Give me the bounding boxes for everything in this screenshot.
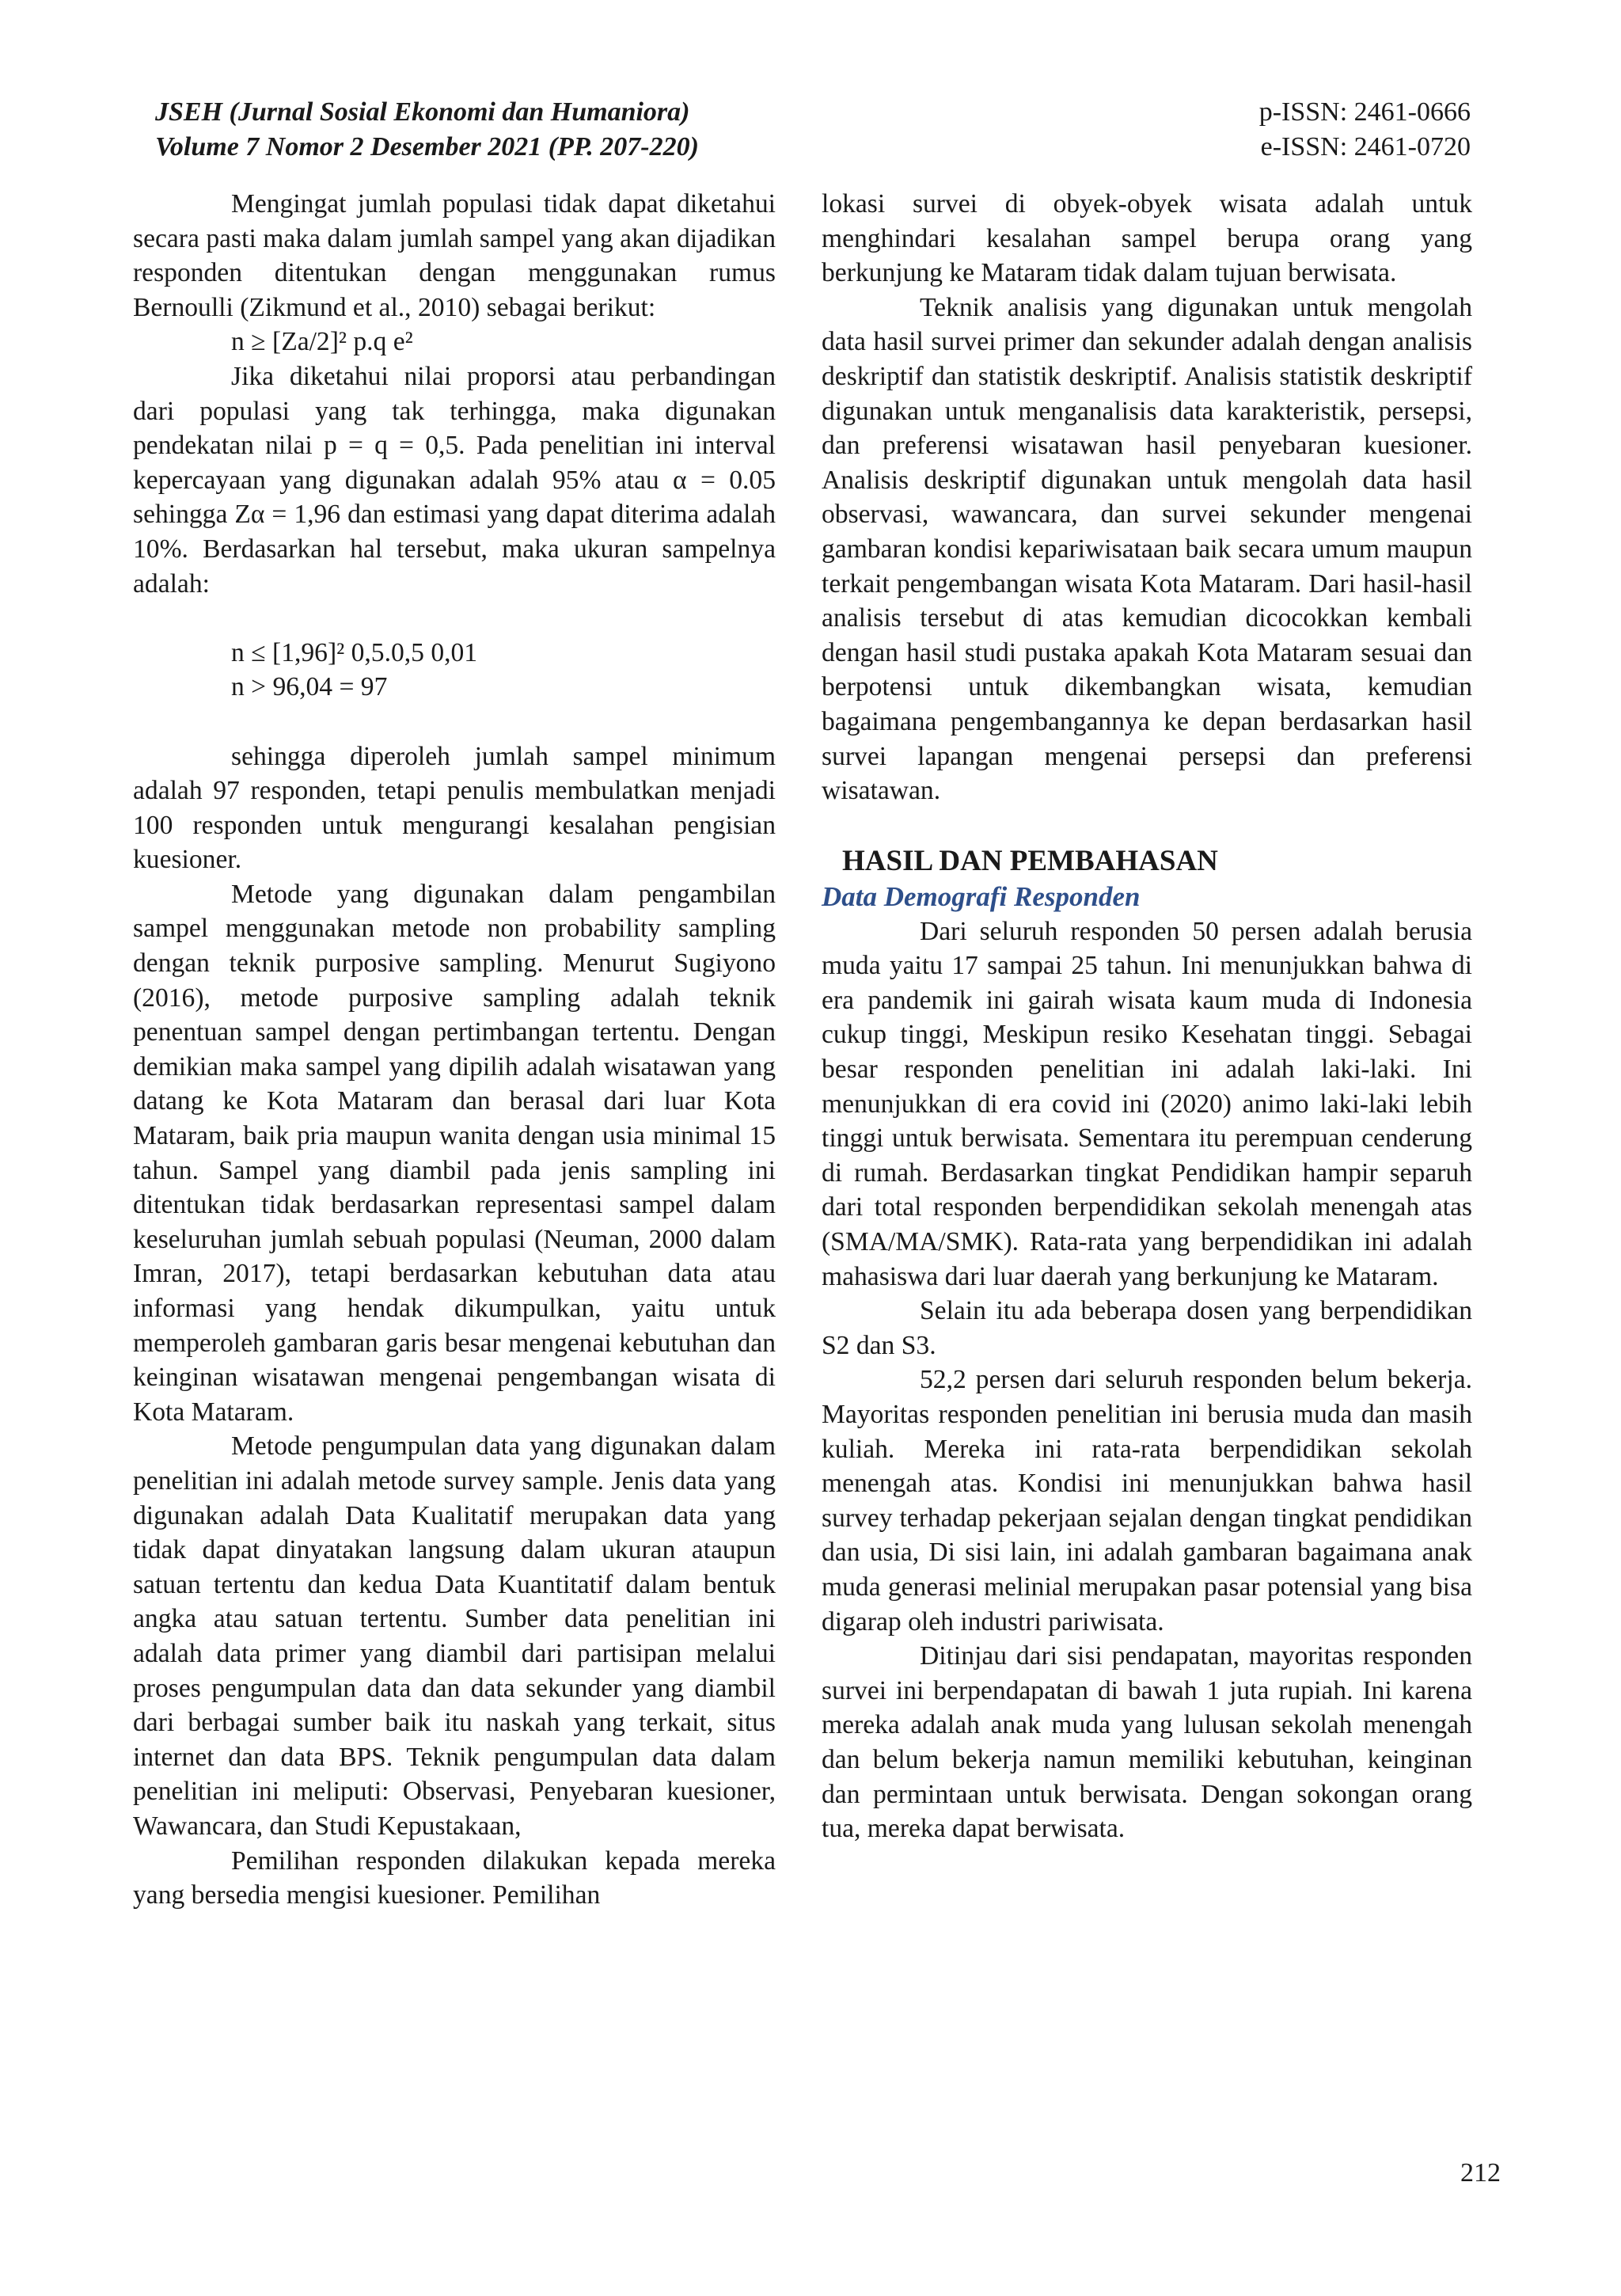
paragraph: Jika diketahui nilai proporsi atau perbandingan dari populasi yang tak terhingga, maka digunakan pendekatan nilai p = q = 0,5. Pada penelitian ini interval kepercayaan yang digunakan adalah 95% atau α = 0.05 sehingga Zα = 1,96 dan estimasi yang dapat diterima adalah 10%. Berdasarkan hal tersebut, maka ukuran sampelnya adalah: <box>133 361 776 599</box>
journal-volume: Volume 7 Nomor 2 Desember 2021 (PP. 207-220) <box>155 132 699 162</box>
paragraph: Pemilihan responden dilakukan kepada mereka yang bersedia mengisi kuesioner. Pemilihan <box>133 1846 776 1910</box>
formula-sample-size: n ≥ [Za/2]² p.q e² <box>231 327 413 357</box>
paragraph: Ditinjau dari sisi pendapatan, mayoritas responden survei ini berpendapatan di bawah 1 juta rupiah. Ini karena mereka adalah anak muda yang lulusan sekolah menengah dan belum bekerja namun memiliki kebutuhan, keinginan dan permintaan untuk berwisata. Dengan sokongan orang tua, mereka dapat berwisata. <box>822 1641 1472 1844</box>
paragraph: Metode yang digunakan dalam pengambilan sampel menggunakan metode non probability sampling dengan teknik purposive sampling. Menurut Sugiyono (2016), metode purposive sampling adalah teknik penentuan sampel dengan pertimbangan tertentu. Dengan demikian maka sampel yang dipilih adalah wisatawan yang datang ke Kota Mataram dan berasal dari luar Kota Mataram, baik pria maupun wanita dengan usia minimal 15 tahun. Sampel yang diambil pada jenis sampling ini ditentukan tidak berdasarkan representasi sampel dalam keseluruhan jumlah sebuah populasi (Neuman, 2000 dalam Imran, 2017), tetapi berdasarkan kebutuhan data atau informasi yang hendak dikumpulkan, yaitu untuk memperoleh gambaran garis besar mengenai kebutuhan dan keinginan wisatawan mengenai pengembangan wisata di Kota Mataram. <box>133 879 776 1427</box>
paragraph: lokasi survei di obyek-obyek wisata adalah untuk menghindari kesalahan sampel berupa orang yang berkunjung ke Mataram tidak dalam tujuan berwisata. <box>822 189 1472 288</box>
subsection-heading: Data Demografi Responden <box>822 880 1141 912</box>
journal-header <box>155 95 699 165</box>
paragraph: Teknik analisis yang digunakan untuk mengolah data hasil survei primer dan sekunder adalah dengan analisis deskriptif dan statistik deskriptif. Analisis statistik deskriptif digunakan untuk menganalisis data karakteristik, persepsi, dan preferensi wisatawan hasil penyebaran kuesioner. Analisis deskriptif digunakan untuk mengolah data hasil observasi, wawancara, dan survei sekunder mengenai gambaran kondisi kepariwisataan baik secara umum maupun terkait pengembangan wisata Kota Mataram. Dari hasil-hasil analisis tersebut di atas kemudian dicocokkan kembali dengan hasil studi pustaka apakah Kota Mataram sesuai dan berpotensi untuk dikembangkan wisata, kemudian bagaimana pengembangannya ke depan berdasarkan hasil survei lapangan mengenai persepsi dan preferensi wisatawan. <box>822 292 1472 806</box>
journal-title: JSEH (Jurnal Sosial Ekonomi dan Humaniora) <box>155 97 690 127</box>
paragraph: 52,2 persen dari seluruh responden belum bekerja. Mayoritas responden penelitian ini berusia muda dan masih kuliah. Mereka ini rata-rata berpendidikan sekolah menengah atas. Kondisi ini menunjukkan bahwa hasil survey terhadap pekerjaan sejalan dengan tingkat pendidikan dan usia, Di sisi lain, ini adalah gambaran bagaimana anak muda generasi melinial merupakan pasar potensial yang bisa digarap oleh industri pariwisata. <box>822 1365 1472 1636</box>
spacer <box>133 601 776 636</box>
paragraph: Mengingat jumlah populasi tidak dapat diketahui secara pasti maka dalam jumlah sampel yang akan dijadikan responden ditentukan dengan menggunakan rumus Bernoulli (Zikmund et al., 2010) sebagai berikut: <box>133 189 776 322</box>
paragraph: Selain itu ada beberapa dosen yang berpendidikan S2 dan S3. <box>822 1296 1472 1360</box>
formula-result: n > 96,04 = 97 <box>231 672 388 702</box>
electronic-issn: e-ISSN: 2461-0720 <box>1260 132 1471 162</box>
print-issn: p-ISSN: 2461-0666 <box>1258 97 1471 127</box>
formula-calculation: n ≤ [1,96]² 0,5.0,5 0,01 <box>231 637 478 667</box>
paragraph: Dari seluruh responden 50 persen adalah berusia muda yaitu 17 sampai 25 tahun. Ini menunjukkan bahwa di era pandemik ini gairah wisata kaum muda di Indonesia cukup tinggi, Meskipun resiko Kesehatan tinggi. Sebagai besar responden penelitian ini adalah laki-laki. Ini menunjukkan di era covid ini (2020) animo laki-laki lebih tinggi untuk berwisata. Sementara itu perempuan cenderung di rumah. Berdasarkan tingkat Pendidikan hampir separuh dari total responden berpendidikan sekolah menengah atas (SMA/MA/SMK). Rata-rata yang berpendidikan ini adalah mahasiswa dari luar daerah yang berkunjung ke Mataram. <box>822 916 1472 1291</box>
section-heading: HASIL DAN PEMBAHASAN <box>842 844 1218 877</box>
spacer <box>133 705 776 739</box>
paragraph: Metode pengumpulan data yang digunakan dalam penelitian ini adalah metode survey sample. Jenis data yang digunakan adalah Data Kualitatif merupakan data yang tidak dapat dinyatakan langsung dalam ukuran ataupun satuan tertentu dan kedua Data Kuantitatif dalam bentuk angka atau satuan tertentu. Sumber data penelitian ini adalah data primer yang diambil dari partisipan melalui proses pengumpulan data dan data sekunder yang diambil dari berbagai sumber baik itu naskah yang terkait, situs internet dan data BPS. Teknik pengumpulan data dalam penelitian ini meliputi: Observasi, Penyebaran kuesioner, Wawancara, dan Studi Kepustakaan, <box>133 1431 776 1841</box>
left-column <box>133 187 776 1913</box>
issn-header <box>1259 95 1471 165</box>
right-column <box>822 187 1472 1846</box>
page-number: 212 <box>1460 2158 1501 2188</box>
paragraph: sehingga diperoleh jumlah sampel minimum adalah 97 responden, tetapi penulis membulatkan menjadi 100 responden untuk mengurangi kesalahan pengisian kuesioner. <box>133 741 776 875</box>
